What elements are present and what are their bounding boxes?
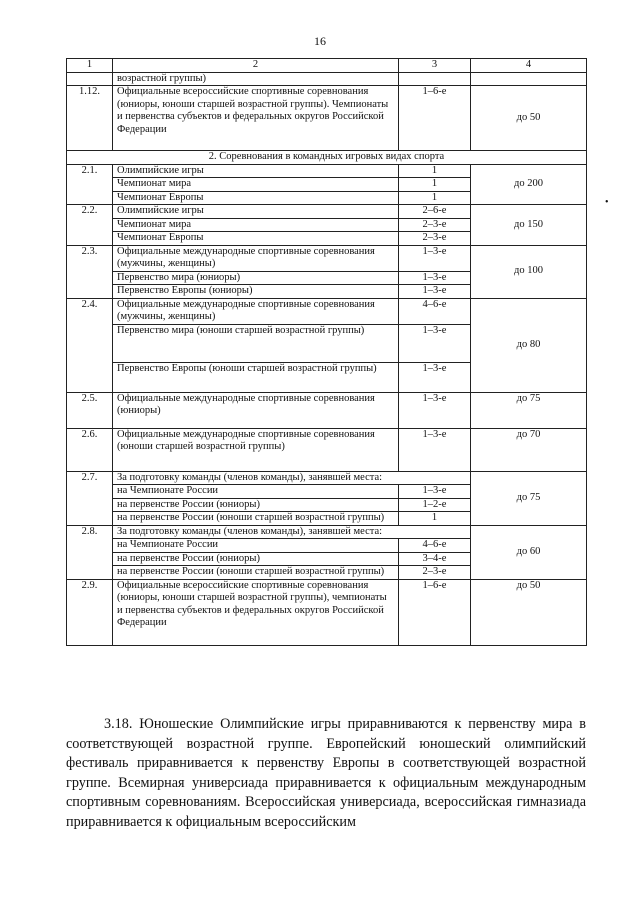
row-description: возрастной группы) <box>113 72 399 86</box>
header-col-2: 2 <box>113 59 399 73</box>
table-row <box>67 525 587 539</box>
row-place: 1 <box>399 164 471 178</box>
row-description: Первенство Европы (юниоры) <box>113 285 399 299</box>
row-place: 3–4-е <box>399 552 471 566</box>
row-description: Первенство мира (юниоры) <box>113 271 399 285</box>
row-amount: до 50 <box>471 579 587 645</box>
row-place: 1–3-е <box>399 324 471 362</box>
regulation-table <box>66 58 587 646</box>
row-amount: до 150 <box>471 205 587 246</box>
row-description: на первенстве России (юниоры) <box>113 552 399 566</box>
row-place: 1–3-е <box>399 428 471 471</box>
row-description: Официальные всероссийские спортивные соревнования (юниоры, юноши старшей возрастной группы). Чемпионаты и первенства субъектов и федеральных округов Российской Федерации <box>113 86 399 151</box>
row-description: Чемпионат мира <box>113 218 399 232</box>
table-row <box>67 72 587 86</box>
row-description: на Чемпионате России <box>113 485 399 499</box>
row-place: 1–6-е <box>399 579 471 645</box>
row-place: 1 <box>399 178 471 192</box>
table-row <box>67 428 587 471</box>
row-place: 1–6-е <box>399 86 471 151</box>
row-number <box>67 72 113 86</box>
table-header-row <box>67 59 587 73</box>
row-amount: до 80 <box>471 298 587 392</box>
page-number: 16 <box>314 34 326 48</box>
row-place: 1–3-е <box>399 245 471 271</box>
row-place: 1–3-е <box>399 285 471 299</box>
stray-mark: • <box>605 197 609 208</box>
row-amount: до 200 <box>471 164 587 205</box>
row-number: 2.5. <box>67 392 113 428</box>
row-place: 4–6-е <box>399 298 471 324</box>
row-description: на Чемпионате России <box>113 539 399 553</box>
row-description: Первенство мира (юноши старшей возрастной группы) <box>113 324 399 362</box>
row-description: Официальные всероссийские спортивные соревнования (юниоры, юноши старшей возрастной группы), чемпионаты и первенства субъектов и федеральных округов Российской Федерации <box>113 579 399 645</box>
row-description: Чемпионат Европы <box>113 232 399 246</box>
row-place: 2–3-е <box>399 566 471 580</box>
row-amount: до 50 <box>471 86 587 151</box>
row-description: Официальные международные спортивные соревнования (мужчины, женщины) <box>113 298 399 324</box>
row-place <box>399 72 471 86</box>
table-row <box>67 392 587 428</box>
row-place: 4–6-е <box>399 539 471 553</box>
paragraph-3-18: 3.18. Юношеские Олимпийские игры приравниваются к первенству мира в соответствующей возрастной группе. Европейский юношеский олимпийский фестиваль приравнивается к первенству Европы в соответствующей возрастной группе. Всемирная универсиада приравнивается к официальным международным спортивным соревнованиям. Всероссийская универсиада, всероссийская гимназиада приравнивается к официальным всероссийским <box>66 716 586 830</box>
table-row <box>67 471 587 485</box>
row-amount: до 75 <box>471 392 587 428</box>
row-number: 2.4. <box>67 298 113 392</box>
row-description: на первенстве России (юниоры) <box>113 498 399 512</box>
table-row <box>67 579 587 645</box>
row-amount: до 60 <box>471 525 587 579</box>
row-description: Официальные международные спортивные соревнования (юноши старшей возрастной группы) <box>113 428 399 471</box>
row-description: Первенство Европы (юноши старшей возрастной группы) <box>113 362 399 392</box>
row-amount <box>471 72 587 86</box>
row-description: на первенстве России (юноши старшей возрастной группы) <box>113 566 399 580</box>
table-row <box>67 298 587 324</box>
section-row <box>67 151 587 165</box>
row-place: 1–3-е <box>399 485 471 499</box>
row-title: За подготовку команды (членов команды), занявшей места: <box>113 525 471 539</box>
row-place: 2–3-е <box>399 218 471 232</box>
row-number: 2.6. <box>67 428 113 471</box>
table-row <box>67 205 587 219</box>
header-col-3: 3 <box>399 59 471 73</box>
header-col-1: 1 <box>67 59 113 73</box>
row-description: Олимпийские игры <box>113 205 399 219</box>
row-title: За подготовку команды (членов команды), занявшей места: <box>113 471 471 485</box>
row-number: 2.3. <box>67 245 113 298</box>
row-place: 1–2-е <box>399 498 471 512</box>
row-description: Чемпионат мира <box>113 178 399 192</box>
section-title: 2. Соревнования в командных игровых видах спорта <box>67 151 587 165</box>
row-description: Чемпионат Европы <box>113 191 399 205</box>
row-place: 1–3-е <box>399 362 471 392</box>
row-number: 2.8. <box>67 525 113 579</box>
row-place: 1–3-е <box>399 392 471 428</box>
row-number: 2.2. <box>67 205 113 246</box>
row-place: 1 <box>399 191 471 205</box>
row-place: 2–3-е <box>399 232 471 246</box>
row-place: 2–6-е <box>399 205 471 219</box>
row-number: 2.1. <box>67 164 113 205</box>
row-number: 2.9. <box>67 579 113 645</box>
row-description: на первенстве России (юноши старшей возрастной группы) <box>113 512 399 526</box>
row-description: Олимпийские игры <box>113 164 399 178</box>
table-row <box>67 245 587 271</box>
row-amount: до 75 <box>471 471 587 525</box>
row-number: 2.7. <box>67 471 113 525</box>
row-place: 1–3-е <box>399 271 471 285</box>
header-col-4: 4 <box>471 59 587 73</box>
row-amount: до 70 <box>471 428 587 471</box>
table-row <box>67 164 587 178</box>
row-place: 1 <box>399 512 471 526</box>
row-description: Официальные международные спортивные соревнования (юниоры) <box>113 392 399 428</box>
row-number: 1.12. <box>67 86 113 151</box>
row-description: Официальные международные спортивные соревнования (мужчины, женщины) <box>113 245 399 271</box>
table-row <box>67 86 587 151</box>
row-amount: до 100 <box>471 245 587 298</box>
